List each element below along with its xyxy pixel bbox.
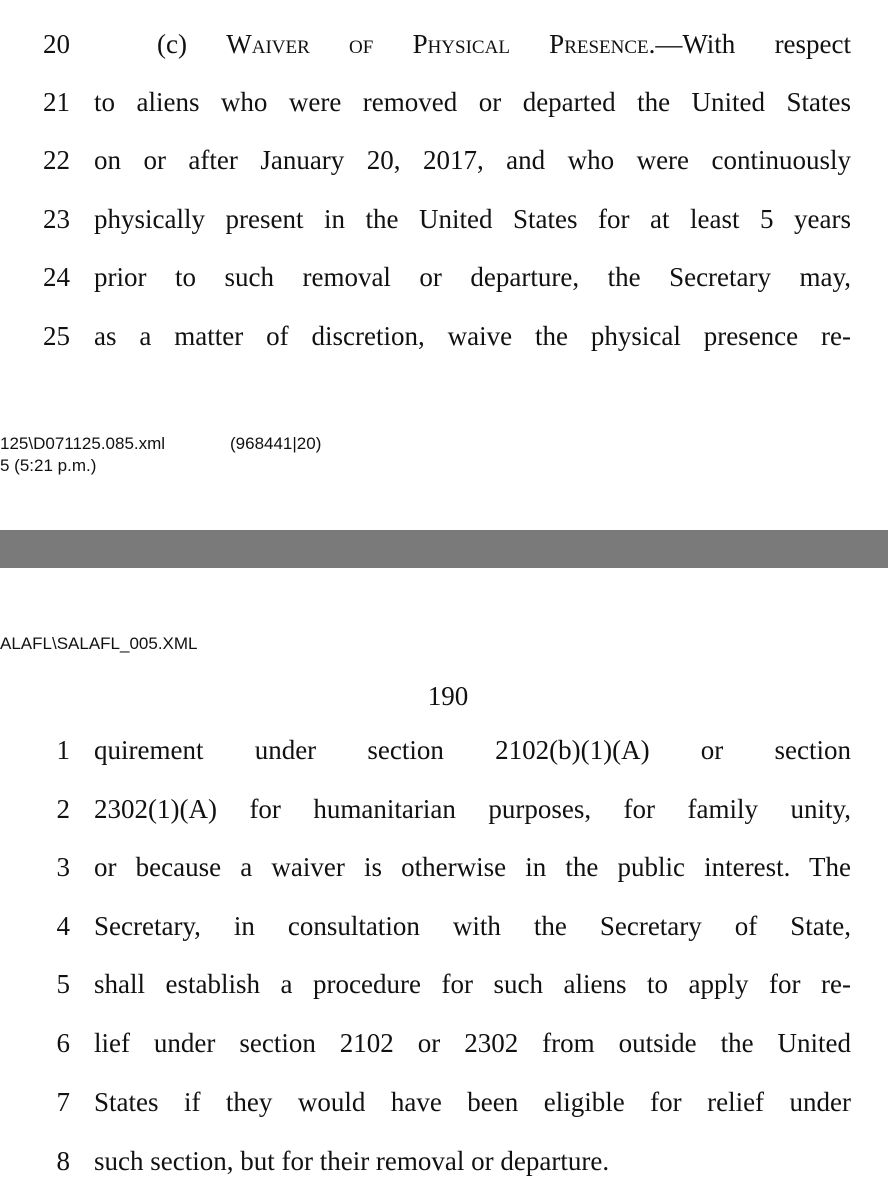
line-text: lief under section 2102 or 2302 from outside the United [94, 1028, 851, 1058]
subsection-heading: Waiver of Physical Presence. [226, 29, 656, 59]
line-text: or because a waiver is otherwise in the public interest. The [94, 852, 851, 882]
document-line [0, 728, 888, 772]
line-number: 1 [56, 735, 70, 765]
page-number: 190 [427, 681, 469, 711]
line-text: 2302(1)(A) for humanitarian purposes, for family unity, [94, 794, 851, 824]
line-text: shall establish a procedure for such aliens to apply for re- [94, 969, 851, 999]
page-separator [0, 530, 888, 568]
footer-time: 5 (5:21 p.m.) [0, 456, 97, 475]
line-text: States if they would have been eligible for relief under [94, 1087, 851, 1117]
line-text: such section, but for their removal or departure. [94, 1146, 610, 1176]
footer-file-path: 125\D071125.085.xml [0, 434, 166, 453]
line-text: quirement under section 2102(b)(1)(A) or section [94, 735, 851, 765]
line-text: physically present in the United States for at least 5 years [94, 204, 851, 234]
document-line [0, 314, 888, 358]
line-number: 23 [43, 204, 70, 234]
document-line [0, 80, 888, 124]
line-number: 7 [56, 1087, 70, 1117]
header-file-path: ALAFL\SALAFL_005.XML [0, 634, 198, 653]
line-text: on or after January 20, 2017, and who were continuously [94, 145, 851, 175]
line-number: 25 [43, 321, 70, 351]
line-text [157, 22, 851, 66]
line-number: 21 [43, 87, 70, 117]
line-number: 20 [43, 29, 70, 59]
document-line [0, 787, 888, 831]
document-line [0, 138, 888, 182]
document-line [0, 845, 888, 889]
line-number: 8 [56, 1146, 70, 1176]
line-number: 22 [43, 145, 70, 175]
line-number: 2 [56, 794, 70, 824]
line-number: 4 [56, 911, 70, 941]
document-line [0, 197, 888, 241]
line-number: 3 [56, 852, 70, 882]
line-number: 5 [56, 969, 70, 999]
document-line [0, 1080, 888, 1124]
document-page-top [0, 0, 888, 530]
line-number: 6 [56, 1028, 70, 1058]
line-text: as a matter of discretion, waive the physical presence re- [94, 321, 851, 351]
line-text: to aliens who were removed or departed the United States [94, 87, 851, 117]
document-line [0, 1139, 888, 1183]
document-line [0, 255, 888, 299]
subsection-label: (c) [157, 29, 227, 59]
document-line [0, 962, 888, 1006]
document-line [0, 904, 888, 948]
line-text-suffix: —With respect [655, 29, 851, 59]
document-line [0, 1021, 888, 1065]
line-number: 24 [43, 262, 70, 292]
line-text: prior to such removal or departure, the Secretary may, [94, 262, 851, 292]
footer-doc-id: (968441|20) [230, 434, 322, 453]
line-text: Secretary, in consultation with the Secretary of State, [94, 911, 851, 941]
document-line [0, 22, 888, 66]
